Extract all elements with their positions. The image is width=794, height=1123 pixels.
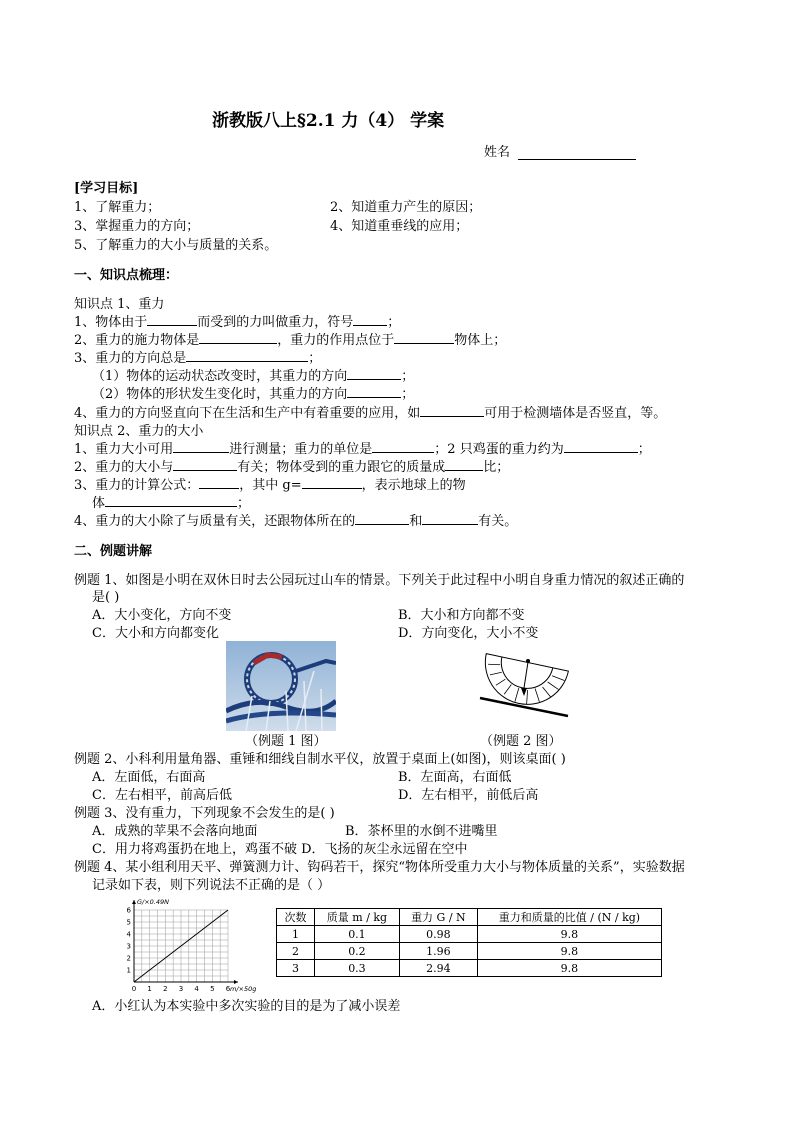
kp2-line3-cont: 体 ； [92, 496, 251, 511]
table-row [277, 943, 662, 960]
ex1-figure-caption: （例题 1 图） [245, 734, 327, 749]
table-cell: 0.2 [314, 943, 399, 960]
kp1-line3: 3、重力的方向总是 ； [74, 351, 322, 366]
ex1-option-d: D．方向变化，大小不变 [398, 626, 539, 641]
kp2-line1: 1、重力大小可用 进行测量；重力的单位是 ；2 只鸡蛋的重力约为 ； [74, 442, 651, 457]
goal-1: 1、了解重力； [74, 200, 161, 215]
kp1-line2: 2、重力的施力物体是 ，重力的作用点位于 物体上； [74, 333, 507, 348]
ex1-question: 例题 1、如图是小明在双休日时去公园玩过山车的情景。下列关于此过程中小明自身重力情况的叙述正确的 [74, 573, 685, 588]
ex2-question: 例题 2、小科利用量角器、重锤和细线自制水平仪，放置于桌面上(如图)，则该桌面( ) [74, 752, 566, 767]
name-line [518, 147, 636, 160]
kp1-line3-1: （1）物体的运动状态改变时，其重力的方向 ； [92, 369, 415, 384]
ex3-question: 例题 3、没有重力，下列现象不会发生的是( ) [74, 806, 335, 821]
goal-5: 5、了解重力的大小与质量的关系。 [74, 238, 278, 253]
ex4-question: 例题 4、某小组利用天平、弹簧测力计、钩码若干，探究“物体所受重力大小与物体质量的关系”，实验数据 [74, 860, 685, 875]
name-field [484, 141, 636, 160]
table-header: 质量 m / kg [314, 909, 399, 926]
table-cell: 9.8 [477, 943, 661, 960]
x-axis-label: m/×50g [230, 985, 257, 993]
ex2-option-b: B．左面高，右面低 [398, 770, 512, 785]
y-tick-label: 3 [126, 942, 131, 951]
section-knowledge: 一、知识点梳理： [74, 268, 179, 283]
kp2-line4: 4、重力的大小除了与质量有关，还跟物体所在的 和 有关。 [74, 514, 518, 529]
ex1-option-c: C．大小和方向都变化 [92, 626, 219, 641]
table-cell: 9.8 [477, 960, 661, 977]
ex1-option-b: B．大小和方向都不变 [398, 608, 525, 623]
name-label: 姓名 [484, 145, 511, 160]
table-cell: 2.94 [399, 960, 477, 977]
x-axis-arrow [234, 980, 238, 984]
ex1-option-a: A．大小变化，方向不变 [92, 608, 232, 623]
ex2-option-c: C．左右相平，前高后低 [92, 788, 232, 803]
y-axis-label: G/×0.49N [137, 898, 170, 906]
table-cell: 0.98 [399, 926, 477, 943]
x-tick-label: 0 [131, 985, 137, 993]
ex2-option-d: D．左右相平，前低后高 [398, 788, 539, 803]
table-row [277, 926, 662, 943]
ex3-option-cd: C．用力将鸡蛋扔在地上，鸡蛋不破 D．飞扬的灰尘永远留在空中 [92, 842, 468, 857]
x-tick-label: 1 [147, 985, 152, 993]
kp1-line4: 4、重力的方向竖直向下在生活和生产中有着重要的应用，如 可用于检测墙体是否竖直，等。 [74, 406, 667, 421]
table-cell: 1.96 [399, 943, 477, 960]
x-tick-label: 3 [178, 985, 184, 993]
ex2-figure-caption: （例题 2 图） [480, 734, 562, 749]
kp1-line1: 1、物体由于 而受到的力叫做重力，符号 ； [74, 315, 401, 330]
y-tick-label: 1 [126, 966, 131, 975]
gravity-mass-chart [118, 896, 268, 996]
goal-4: 4、知道重垂线的应用； [330, 219, 469, 234]
table-cell: 0.3 [314, 960, 399, 977]
ex3-option-a: A．成熟的苹果不会落向地面 [92, 824, 258, 839]
ex2-option-a: A．左面低，右面高 [92, 770, 206, 785]
goals-heading: [学习目标] [74, 181, 139, 196]
ex3-option-b: B．茶杯里的水倒不进嘴里 [345, 824, 498, 839]
table-cell: 2 [277, 943, 315, 960]
table-header-row [277, 909, 662, 926]
y-tick-label: 2 [126, 954, 131, 963]
page-title: 浙教版八上§2.1 力（4） 学案 [212, 111, 445, 131]
kp1-line3-2: （2）物体的形状发生变化时，其重力的方向 ； [92, 387, 415, 402]
table-cell: 1 [277, 926, 315, 943]
y-axis-arrow [132, 900, 136, 904]
table-row [277, 960, 662, 977]
x-tick-label: 5 [210, 985, 215, 993]
kp2-line3: 3、重力的计算公式： ，其中 g= ，表示地球上的物 [74, 478, 466, 493]
protractor-level-figure [476, 648, 572, 724]
table-cell: 3 [277, 960, 315, 977]
y-tick-label: 5 [126, 918, 131, 927]
table-cell: 0.1 [314, 926, 399, 943]
kp2-title: 知识点 2、重力的大小 [74, 424, 204, 439]
table-header: 重力 G / N [399, 909, 477, 926]
table-header: 次数 [277, 909, 315, 926]
kp1-title: 知识点 1、重力 [74, 297, 165, 312]
x-tick-label: 2 [163, 985, 168, 993]
table-header: 重力和质量的比值 / (N / kg) [477, 909, 661, 926]
section-examples: 二、例题讲解 [74, 544, 153, 559]
roller-coaster-photo [226, 641, 336, 731]
x-tick-label: 6 [225, 985, 231, 993]
goal-3: 3、掌握重力的方向； [74, 219, 200, 234]
ex1-question-cont: 是( ) [92, 590, 120, 605]
x-tick-label: 4 [194, 985, 199, 993]
ex4-option-a: A．小红认为本实验中多次实验的目的是为了减小误差 [92, 999, 401, 1014]
goal-2: 2、知道重力产生的原因； [330, 200, 482, 215]
table-cell: 9.8 [477, 926, 661, 943]
y-tick-label: 4 [126, 930, 131, 939]
data-table [276, 908, 662, 977]
kp2-line2: 2、重力的大小与 有关；物体受到的重力跟它的质量成 比； [74, 460, 510, 475]
y-tick-label: 6 [126, 906, 131, 915]
ex4-question-cont: 记录如下表，则下列说法不正确的是（ ） [92, 878, 331, 893]
